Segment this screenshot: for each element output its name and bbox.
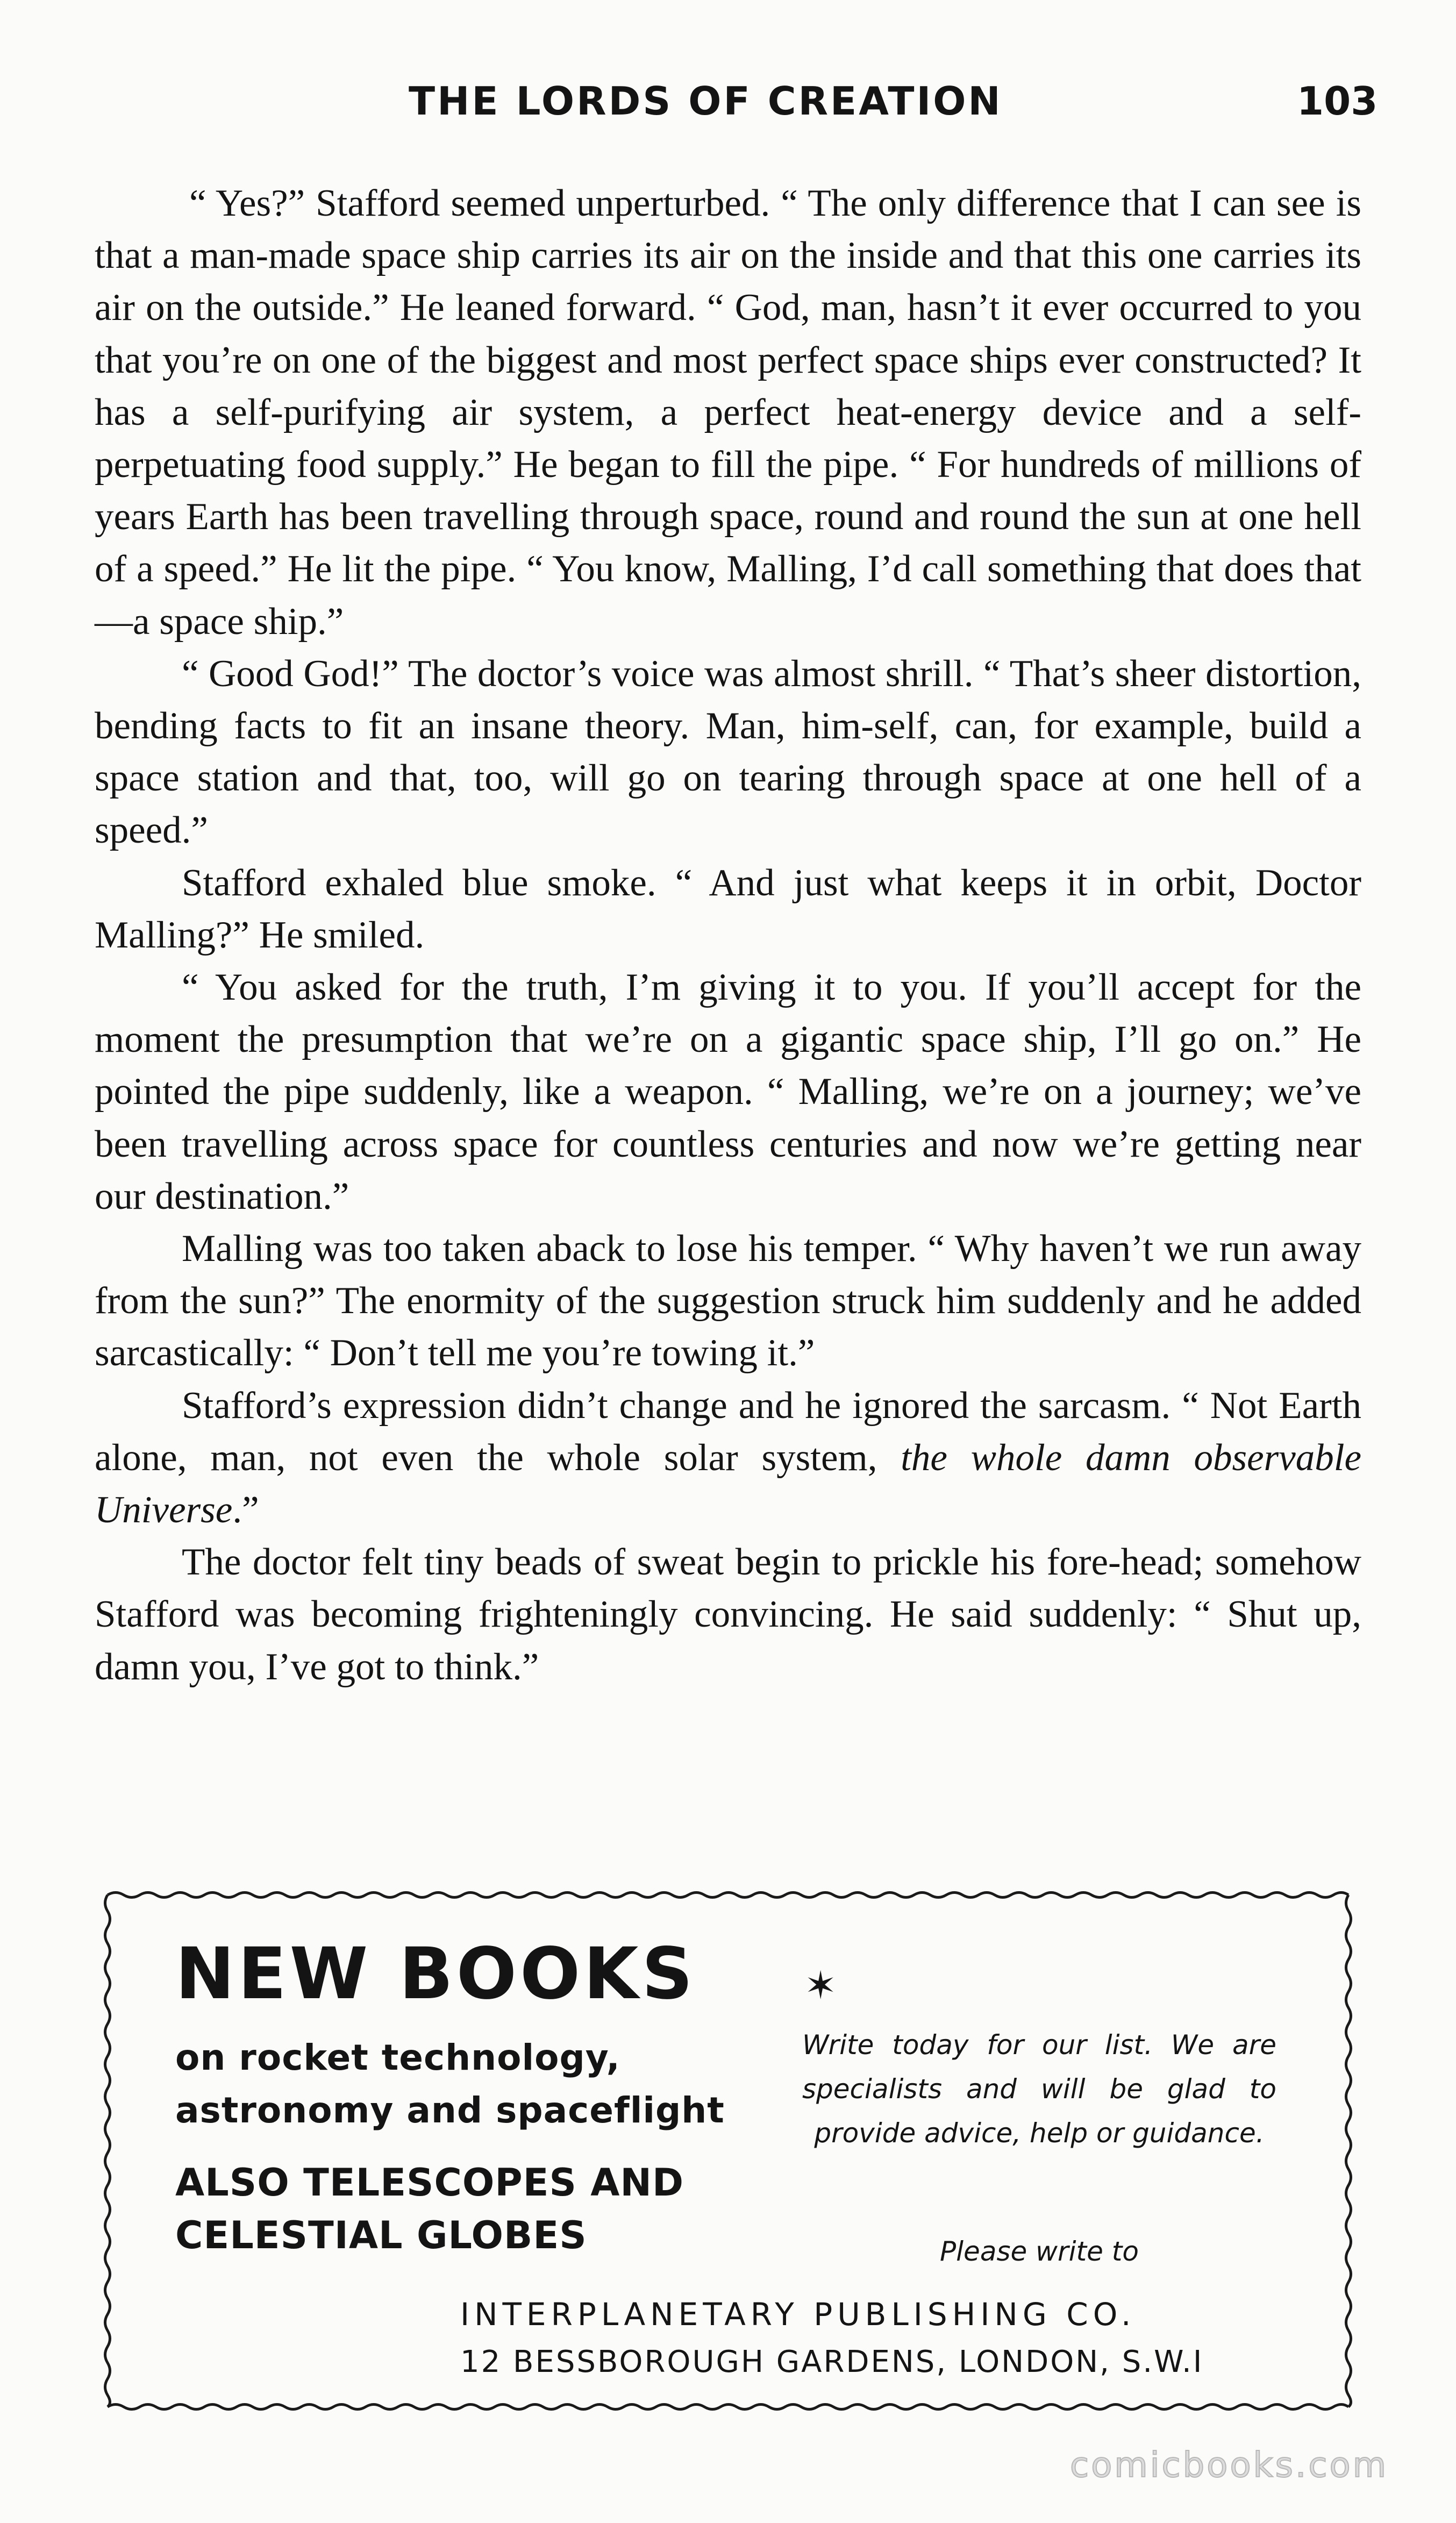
watermark: comicbooks.com: [1070, 2446, 1389, 2485]
page-number: 103: [1297, 79, 1378, 124]
ad-also: [175, 2156, 684, 2262]
paragraph: Malling was too taken aback to lose his temper. “ Why haven’t we run away from the sun?” The enormity of the suggestion struck him suddenly and he added sarcastically: “ Don’t tell me you’re towing it.”: [95, 1228, 1361, 1374]
ad-please-write: Please write to: [940, 2236, 1139, 2267]
ad-subject-line: on rocket technology,: [175, 2037, 620, 2078]
ad-publisher: INTERPLANETARY PUBLISHING CO.: [460, 2296, 1136, 2333]
ad-also-line: ALSO TELESCOPES AND: [175, 2161, 684, 2205]
paragraph: [95, 1380, 1361, 1537]
ad-note: Write today for our list. We are specialists and will be glad to provide advice, help or guidance.: [802, 2029, 1276, 2149]
paragraph: “ Good God!” The doctor’s voice was almost shrill. “ That’s sheer distortion, bending facts to fit an insane theory. Man, him-self, can, for example, build a space station and that, too, will go on tearing through space at one hell of a speed.”: [95, 652, 1361, 852]
advertisement: [100, 1887, 1356, 2414]
paragraph-text: Stafford’s expression didn’t change and he ignored the sarcasm. “ Not Earth alone, man, not even the whole solar system,: [95, 1384, 1361, 1479]
paragraph: The doctor felt tiny beads of sweat begin to prickle his fore-head; somehow Stafford was becoming frighteningly convincing. He said suddenly: “ Shut up, damn you, I’ve got to think.”: [95, 1541, 1361, 1688]
paragraph: “ Yes?” Stafford seemed unperturbed. “ The only difference that I can see is that a man-made space ship carries its air on the inside and that this one carries its air on the outside.” He leaned forward. “ God, man, hasn’t it ever occurred to you that you’re on one of the biggest and most perfect space ships ever constructed? It has a self-purifying air system, a perfect heat-energy device and a self-perpetuating food supply.” He began to fill the pipe. “ For hundreds of millions of years Earth has been travelling through space, round and round the sun at one hell of a speed.” He lit the pipe. “ You know, Malling, I’d call something that does that—a space ship.”: [95, 182, 1361, 643]
paragraph: Stafford exhaled blue smoke. “ And just what keeps it in orbit, Doctor Malling?” He smiled.: [95, 861, 1361, 956]
ad-subject-line: astronomy and spaceflight: [175, 2090, 725, 2131]
ad-subject: [175, 2032, 725, 2137]
ad-also-line: CELESTIAL GLOBES: [175, 2213, 587, 2257]
paragraph: “ You asked for the truth, I’m giving it to you. If you’ll accept for the moment the presumption that we’re on a gigantic space ship, I’ll go on.” He pointed the pipe suddenly, like a weapon. “ Malling, we’re on a journey; we’ve been travelling across space for countless centuries and now we’re getting near our destination.”: [95, 966, 1361, 1217]
ad-title: NEW BOOKS: [175, 1933, 696, 2015]
star-icon: ✶: [804, 1963, 837, 2008]
running-title: THE LORDS OF CREATION: [409, 79, 1003, 124]
emphasis-text: the whole damn observable Universe: [95, 1436, 1361, 1531]
paragraph-end: .”: [232, 1489, 259, 1531]
story-text: [95, 177, 1361, 1693]
ad-address: 12 BESSBOROUGH GARDENS, LONDON, S.W.I: [460, 2344, 1204, 2379]
